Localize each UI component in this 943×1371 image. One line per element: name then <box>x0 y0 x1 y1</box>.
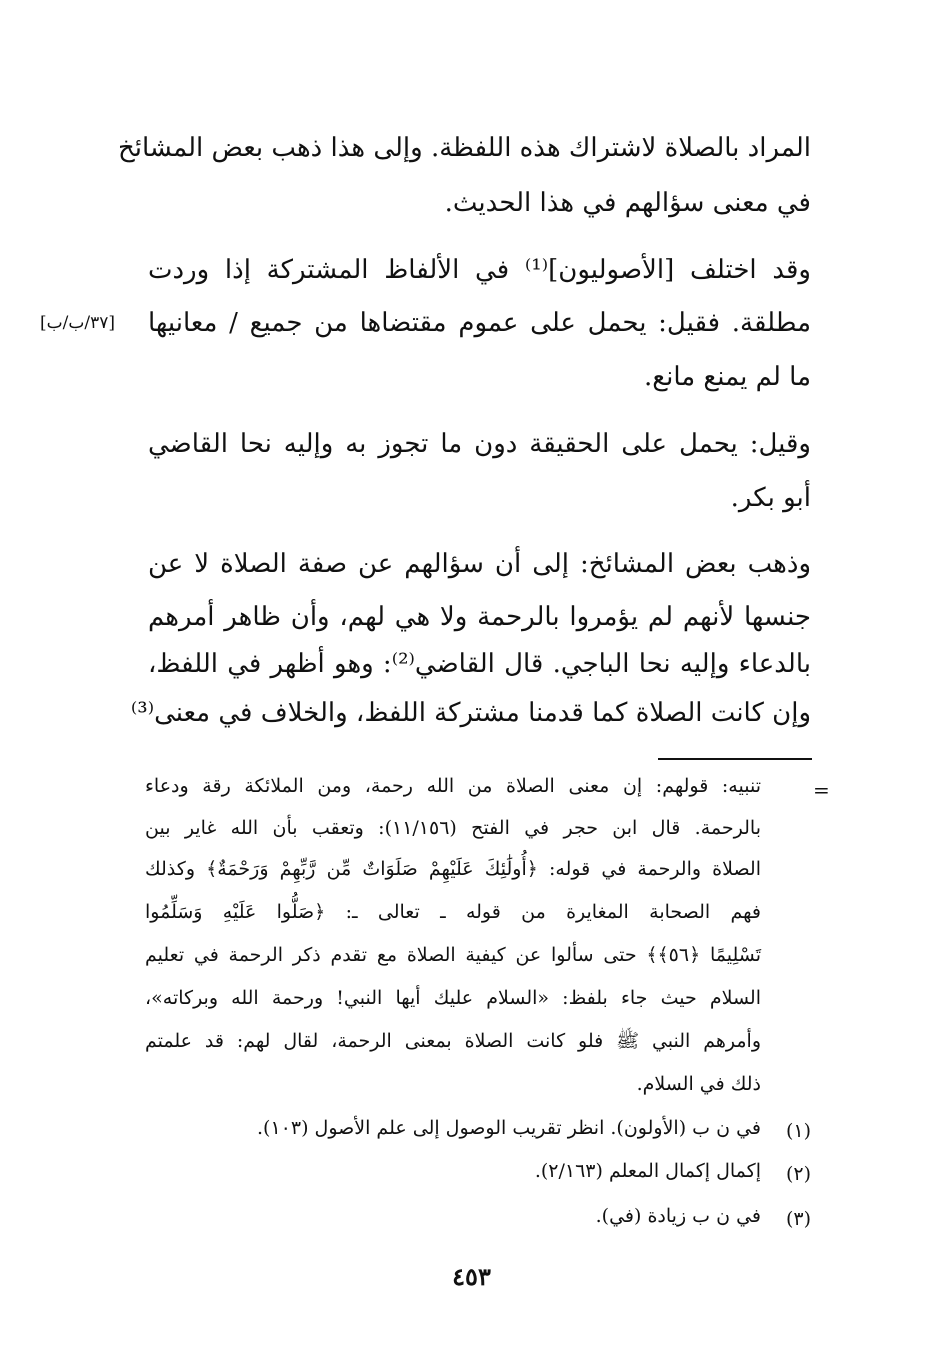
note-line: الصلاة والرحمة في قوله: ﴿أُولَٰئِكَ عَلَيْهِمْ صَلَوَاتٌ مِّن رَّبِّهِمْ وَرَحْمَةٌ﴾ وكذلك <box>145 858 761 880</box>
footnote-number: (٣) <box>785 1208 811 1230</box>
body-line: مطلقة. فقيل: يحمل على عموم مقتضاها من جميع / معانيها <box>148 308 811 338</box>
note-line: السلام حيث جاء بلفظ: «السلام عليك أيها النبي! ورحمة الله وبركاته»، <box>145 987 761 1009</box>
body-line: أبو بكر. <box>730 483 811 513</box>
note-line: تنبيه: قولهم: إن معنى الصلاة من الله رحمة، ومن الملائكة رقة ودعاء <box>145 775 761 797</box>
page-number: ٤٥٣ <box>452 1262 491 1291</box>
note-line: فهم الصحابة المغايرة من قوله ـ تعالى ـ: ﴿صَلُّوا عَلَيْهِ وَسَلِّمُوا <box>145 901 761 923</box>
body-line: جنسها لأنهم لم يؤمروا بالرحمة ولا هي لهم، وأن ظاهر أمرهم <box>148 602 811 632</box>
body-line: وقيل: يحمل على الحقيقة دون ما تجوز به وإليه نحا القاضي <box>148 429 811 459</box>
footnote-separator <box>658 758 812 760</box>
body-line: في معنى سؤالهم في هذا الحديث. <box>444 188 811 218</box>
footnote-text: في ن ب (الأولون). انظر تقريب الوصول إلى علم الأصول (١٠٣). <box>256 1117 761 1139</box>
note-line: وأمرهم النبي ﷺ فلو كانت الصلاة بمعنى الرحمة، لقال لهم: قد علمتم <box>145 1030 761 1052</box>
manuscript-folio-reference: [٣٧/ب/ب] <box>40 313 116 333</box>
body-line: وإن كانت الصلاة كما قدمنا مشتركة اللفظ، والخلاف في معنى⁽³⁾ <box>130 698 811 728</box>
note-line: بالرحمة. قال ابن حجر في الفتح (١١/١٥٦): وتعقب بأن الله غاير بين <box>145 817 761 839</box>
footnote-number: (١) <box>785 1120 811 1142</box>
note-line: ذلك في السلام. <box>636 1073 761 1095</box>
footnote-text: في ن ب زيادة (في). <box>595 1205 761 1227</box>
body-line: المراد بالصلاة لاشتراك هذه اللفظة. وإلى هذا ذهب بعض المشائخ <box>117 133 811 163</box>
footnote-text: إكمال إكمال المعلم (٢/١٦٣). <box>534 1160 761 1182</box>
continuation-marker: = <box>813 778 830 802</box>
note-line: تَسْلِيمًا ﴿٥٦﴾﴾ حتى سألوا عن كيفية الصلاة مع تقدم ذكر الرحمة في تعليم <box>145 944 761 966</box>
body-line: وذهب بعض المشائخ: إلى أن سؤالهم عن صفة الصلاة لا عن <box>148 549 811 579</box>
footnote-number: (٢) <box>785 1163 811 1185</box>
body-line: ما لم يمنع مانع. <box>643 362 811 392</box>
body-line: بالدعاء وإليه نحا الباجي. قال القاضي⁽²⁾: وهو أظهر في اللفظ، <box>148 649 812 679</box>
body-line: وقد اختلف [الأصوليون]⁽¹⁾ في الألفاظ المشتركة إذا وردت <box>148 255 811 285</box>
